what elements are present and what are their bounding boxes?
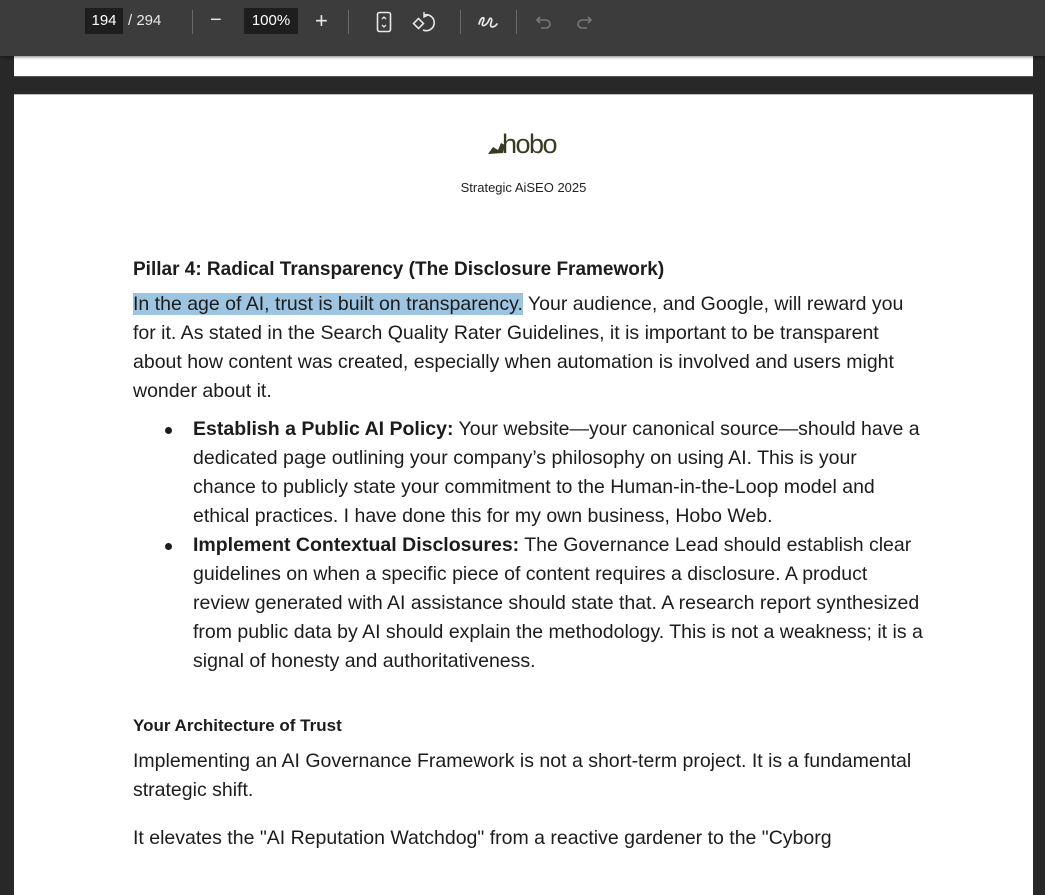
redo-icon [575, 14, 593, 30]
redo-button[interactable] [570, 8, 598, 36]
bullet-title: Establish a Public AI Policy: [193, 418, 454, 440]
section-heading: Pillar 4: Radical Transparency (The Disclosure Framework) [133, 259, 665, 280]
previous-page [14, 56, 1033, 77]
logo-text: hobo [502, 129, 557, 159]
bullet-text: Your website—your canonical source—should have a dedicated page outlining your company’s philosophy on using AI. This is your chance to publicly state your commitment to the Human-in-the-Loop model and ethical practices. I have done this for my own business, Hobo Web. [193, 418, 920, 527]
fit-page-button[interactable] [370, 8, 398, 36]
divider [516, 10, 517, 34]
rotate-button[interactable] [410, 8, 438, 36]
hobo-logo [487, 129, 567, 163]
list-item [193, 531, 923, 676]
pdf-page [14, 94, 1033, 895]
paragraph: It elevates the "AI Reputation Watchdog" from a reactive gardener to the "Cyborg [133, 827, 832, 849]
selected-text[interactable]: In the age of AI, trust is built on transparency. [133, 293, 523, 315]
list-item [193, 415, 923, 531]
divider [192, 10, 193, 34]
subheading: Your Architecture of Trust [133, 716, 342, 735]
bullet-title: Implement Contextual Disclosures: [193, 534, 520, 556]
total-pages: / 294 [128, 12, 162, 29]
intro-rest: Your audience, and Google, will reward you for it. As stated in the Search Quality Rater Guidelines, it is important to be transparent about how content was created, especially when automation is involved and users might wonder about it. [133, 293, 904, 402]
draw-button[interactable] [474, 8, 502, 36]
rotate-icon [412, 11, 436, 33]
fit-page-icon [376, 11, 392, 33]
pdf-toolbar [0, 0, 1045, 56]
draw-icon [477, 12, 499, 32]
zoom-level-input[interactable]: 100% [244, 8, 298, 34]
bullet-list [133, 415, 923, 676]
intro-paragraph [133, 290, 923, 406]
undo-button[interactable] [530, 8, 558, 36]
bullet-text: The Governance Lead should establish clear guidelines on when a specific piece of content requires a disclosure. A product review generated with AI assistance should state that. A research report synthesized from public data by AI should explain the methodology. This is not a weakness; it is a signal of honesty and authoritativeness. [193, 534, 923, 672]
divider [348, 10, 349, 34]
page-content [133, 257, 923, 853]
divider [460, 10, 461, 34]
document-header-subtitle: Strategic AiSEO 2025 [460, 180, 587, 195]
undo-icon [535, 14, 553, 30]
zoom-out-button[interactable]: − [210, 9, 222, 31]
zoom-in-button[interactable]: + [315, 8, 328, 33]
paragraph: Implementing an AI Governance Framework is not a short-term project. It is a fundamental strategic shift. [133, 750, 912, 801]
page-number-input[interactable]: 194 [85, 8, 123, 34]
